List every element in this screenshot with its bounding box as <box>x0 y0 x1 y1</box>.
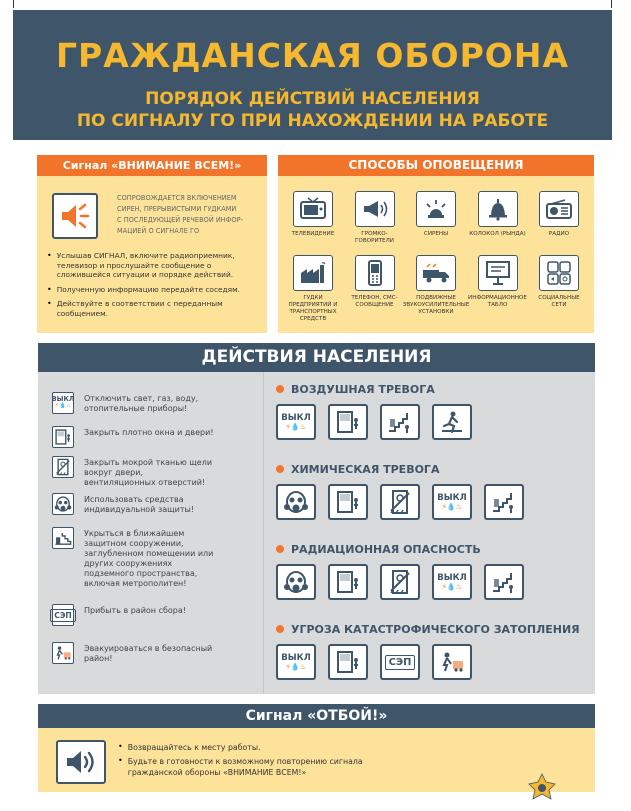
van-icon <box>416 255 456 291</box>
method-item <box>284 191 342 245</box>
evacuate-icon <box>432 644 472 680</box>
bullet-text: Будьте в готовности к возможному повторению сигнала гражданской обороны «ВНИМАНИЕ ВСЕМ!» <box>127 757 363 777</box>
method-item <box>530 255 588 323</box>
close-door-icon <box>52 426 74 448</box>
crop-mark <box>13 0 14 8</box>
method-item <box>284 255 342 323</box>
otboy-title: Сигнал «ОТБОЙ!» <box>38 704 595 728</box>
method-label: ГУДКИ ПРЕДПРИЯТИЙ И ТРАНСПОРТНЫХ СРЕДСТВ <box>288 295 338 322</box>
action-text: Отключить свет, газ, воду, отопительные приборы! <box>84 394 199 413</box>
method-item <box>346 255 404 323</box>
method-label: СИРЕНЫ <box>423 231 449 237</box>
otboy-panel: • Возвращайтесь к месту работы. • Будьте в готовности к возможному повторению сигнала гражданской обороны «ВНИМАНИЕ ВСЕМ!» <box>38 728 595 792</box>
desc-line: СОПРОВОЖДАЕТСЯ ВКЛЮЧЕНИЕМ <box>117 194 237 202</box>
method-label: ГРОМКО-ГОВОРИТЕЛИ <box>355 231 394 244</box>
page-title: ГРАЖДАНСКАЯ ОБОРОНА <box>56 36 569 75</box>
threat-block <box>276 382 586 440</box>
method-item <box>530 191 588 245</box>
switch-off-icon: ВЫКЛ ⚡💧♨ <box>432 564 472 600</box>
action-item <box>52 604 252 626</box>
threat-block <box>276 462 586 520</box>
close-door-icon <box>328 644 368 680</box>
desc-line: МАЦИЕЙ О СИГНАЛЕ ГО <box>117 227 200 235</box>
switch-off-icon: ВЫКЛ ⚡💧♨ <box>52 392 74 414</box>
desc-line: СИРЕН, ПРЕРЫВИСТЫМИ ГУДКАМИ <box>117 205 237 213</box>
social-icon <box>539 255 579 291</box>
actions-title: ДЕЙСТВИЯ НАСЕЛЕНИЯ <box>38 343 595 372</box>
method-label: ТЕЛЕФОН, СМС-СООБЩЕНИЕ <box>351 295 398 308</box>
threat-block <box>276 622 586 680</box>
loudspeaker-icon <box>355 191 395 227</box>
action-item <box>52 456 252 488</box>
bullet-text: Услышав СИГНАЛ, включите радиоприемник, телевизор и прослушайте сообщение о сложившейся ситуации и порядке действий. <box>56 251 235 279</box>
bell-icon <box>478 191 518 227</box>
action-text: Использовать средства индивидуальной защиты! <box>84 495 195 514</box>
seal-gaps-icon <box>380 564 420 600</box>
action-item <box>52 426 252 448</box>
signal-panel <box>37 155 267 333</box>
method-item <box>469 191 527 245</box>
action-item <box>52 493 252 515</box>
seal-gaps-icon <box>52 456 74 478</box>
subtitle-line: ПО СИГНАЛУ ГО ПРИ НАХОЖДЕНИИ НА РАБОТЕ <box>76 111 549 131</box>
action-text: Закрыть плотно окна и двери! <box>84 428 214 437</box>
subtitle-line: ПОРЯДОК ДЕЙСТВИЙ НАСЕЛЕНИЯ <box>145 89 480 109</box>
method-label: СОЦИАЛЬНЫЕ СЕТИ <box>538 295 580 308</box>
seal-gaps-icon <box>380 484 420 520</box>
sep-icon: СЭП <box>52 604 74 626</box>
method-item <box>407 191 465 245</box>
gas-mask-icon <box>276 564 316 600</box>
gas-mask-icon <box>52 493 74 515</box>
signal-bullets: • Услышав СИГНАЛ, включите радиоприемник, телевизор и прослушайте сообщение о сложившейся ситуации и порядке действий. • Полученную информацию передайте соседям. • Действуйте в соответствии с переданным сообщением. <box>47 251 262 318</box>
sep-icon: СЭП <box>380 644 420 680</box>
threat-title: УГРОЗА КАТАСТРОФИЧЕСКОГО ЗАТОПЛЕНИЯ <box>291 622 580 636</box>
action-text: Эвакуироваться в безопасный район! <box>84 644 213 663</box>
threat-title: ВОЗДУШНАЯ ТРЕВОГА <box>291 382 435 396</box>
bullet-text: Возвращайтесь к месту работы. <box>127 743 261 752</box>
method-label: ПОДВИЖНЫЕ ЗВУКОУСИЛИТЕЛЬНЫЕ УСТАНОВКИ <box>402 295 470 315</box>
signal-description <box>117 193 262 237</box>
poster-header <box>13 10 612 140</box>
close-door-icon <box>328 404 368 440</box>
radio-icon <box>539 191 579 227</box>
switch-off-icon: ВЫКЛ ⚡💧♨ <box>276 404 316 440</box>
methods-panel <box>278 155 594 333</box>
divider <box>263 372 264 694</box>
bullet-dot <box>276 385 284 393</box>
emblem-icon <box>527 770 557 807</box>
bullet-dot <box>276 625 284 633</box>
gas-mask-icon <box>276 484 316 520</box>
desc-line: С ПОСЛЕДУЮЩЕЙ РЕЧЕВОЙ ИНФОР- <box>117 216 243 224</box>
action-text: Прибыть в район сбора! <box>84 606 186 615</box>
runner-icon <box>432 404 472 440</box>
action-text: Укрыться в ближайшем защитном сооружении, заглубленном помещении или других сооружениях подземного пространства, включая метрополитен! <box>84 529 214 588</box>
speaker-on-icon <box>56 740 106 784</box>
action-text: Закрыть мокрой тканью щели вокруг двери, вентиляционных отверстий! <box>84 458 213 487</box>
method-item <box>402 255 470 323</box>
threat-title: ХИМИЧЕСКАЯ ТРЕВОГА <box>291 462 440 476</box>
method-label: ИНФОРМАЦИОННОЕ ТАБЛО <box>468 295 527 308</box>
switch-off-icon: ВЫКЛ ⚡💧♨ <box>432 484 472 520</box>
threat-title: РАДИАЦИОННАЯ ОПАСНОСТЬ <box>291 542 481 556</box>
switch-off-icon: ВЫКЛ ⚡💧♨ <box>276 644 316 680</box>
action-item <box>52 392 252 414</box>
bullet-text: Полученную информацию передайте соседям. <box>56 284 241 294</box>
tv-icon <box>293 191 333 227</box>
close-door-icon <box>328 484 368 520</box>
action-item <box>52 642 252 664</box>
methods-title: СПОСОБЫ ОПОВЕЩЕНИЯ <box>278 155 594 176</box>
method-label: КОЛОКОЛ (РЫНДА) <box>469 231 526 237</box>
action-item <box>52 527 252 589</box>
bullet-dot <box>276 465 284 473</box>
factory-icon <box>293 255 333 291</box>
board-icon <box>478 255 518 291</box>
siren-icon <box>416 191 456 227</box>
threat-block <box>276 542 586 600</box>
evacuate-icon <box>52 642 74 664</box>
stairs-down-icon <box>484 484 524 520</box>
speaker-icon <box>52 193 98 239</box>
phone-icon <box>355 255 395 291</box>
signal-title: Сигнал «ВНИМАНИЕ ВСЕМ!» <box>37 155 267 176</box>
method-item <box>469 255 527 323</box>
close-door-icon <box>328 564 368 600</box>
method-label: ТЕЛЕВИДЕНИЕ <box>291 231 335 237</box>
shelter-icon <box>52 527 74 549</box>
actions-panel <box>38 372 595 694</box>
stairs-down-icon <box>380 404 420 440</box>
stairs-down-icon <box>484 564 524 600</box>
method-item <box>346 191 404 245</box>
method-label: РАДИО <box>548 231 570 237</box>
bullet-dot <box>276 545 284 553</box>
bullet-text: Действуйте в соответствии с переданным сообщением. <box>56 299 223 318</box>
crop-mark <box>611 0 612 8</box>
